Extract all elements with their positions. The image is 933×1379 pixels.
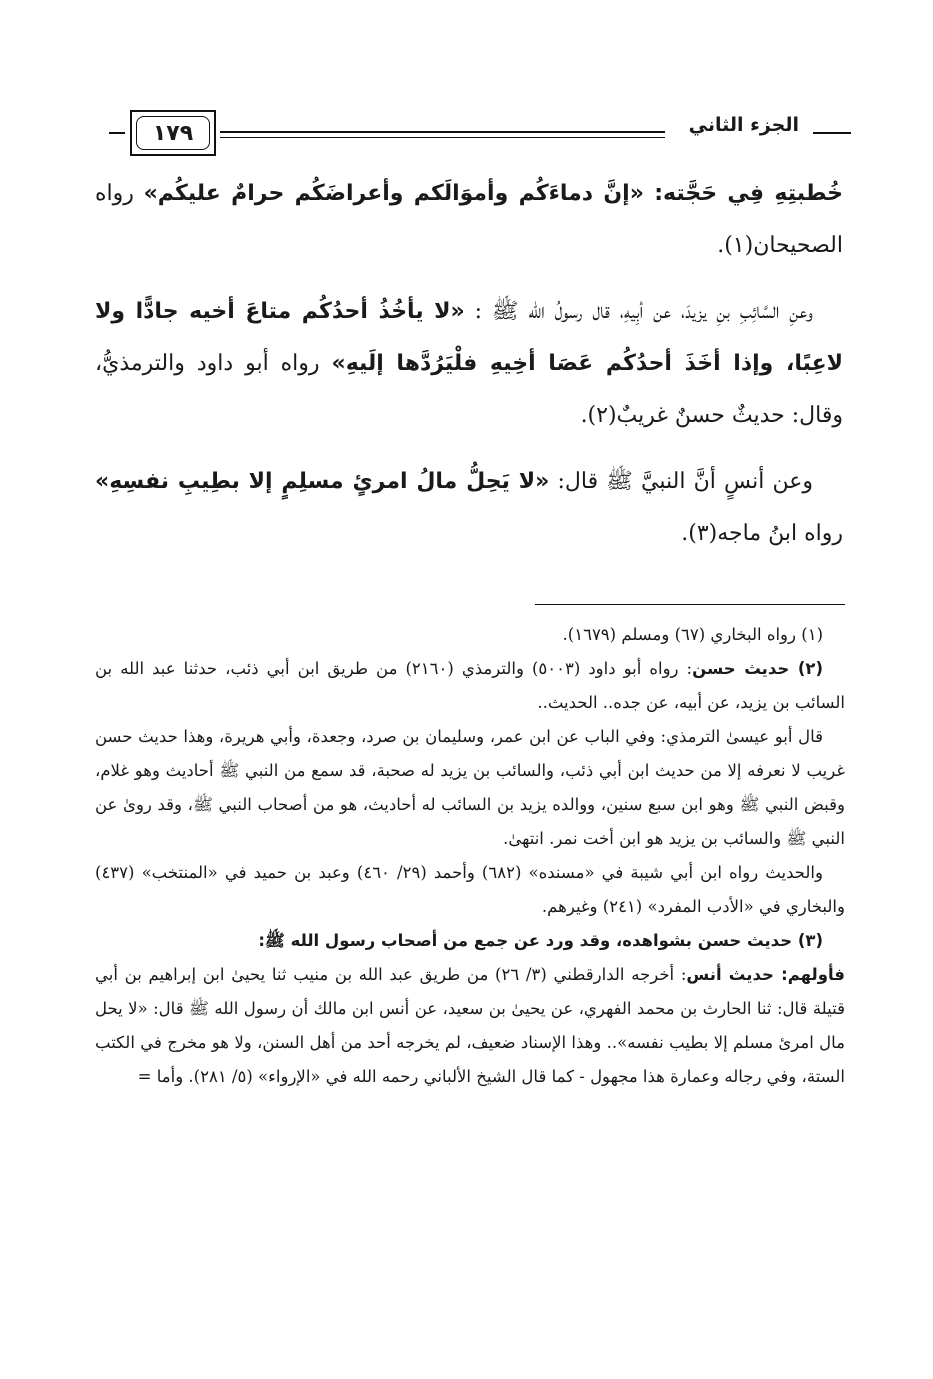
footnote-separator: [535, 604, 845, 605]
footnote-2-label: (٢) حديث حسن: [692, 659, 823, 678]
paragraph-2-start: وعنِ السَّائِبِ بنِ يزيدَ، عن أبِيهِ، قال رسولُ الله ﷺ :: [464, 299, 813, 324]
paragraph-1: [95, 168, 843, 272]
footnote-2-sources: والحديث رواه ابن أبي شيبة في «مسنده» (٦٨٢) وأحمد (٢٩/ ٤٦٠) وعبد بن حميد في «المنتخب» (٤٣٧) والبخاري في «الأدب المفرد» (٢٤١) وغيرهم.: [95, 863, 845, 916]
header-right-dash: [813, 132, 851, 134]
hadith-text-2: «لا يأخُذُ أحدُكُم متاعَ أخيه جادًّا ولا لاعِبًا، وإذا أخَذَ أحدُكُم عَصَا أخِيهِ فلْيَرُدَّها إلَيهِ»: [95, 299, 843, 376]
footnote-3: (٣) حديث حسن بشواهده، وقد ورد عن جمع من أصحاب رسول الله ﷺ:: [258, 931, 823, 950]
footnote-3-detail-label: فأولهم: حديث أنس: [686, 965, 845, 984]
paragraph-3-end: رواه ابنُ ماجه(٣).: [681, 521, 843, 546]
page-number-frame: [136, 116, 210, 150]
paragraph-2: [95, 286, 843, 442]
footnote-3-detail: [95, 958, 845, 1094]
main-text: [95, 168, 843, 574]
running-title: الجزء الثاني: [688, 114, 799, 136]
page-number-box: [130, 110, 216, 156]
page-number: ١٧٩: [152, 120, 194, 146]
hadith-text-3: «لا يَحِلُّ مالُ امرئٍ مسلِمٍ إلا بطِيبِ نفسِهِ»: [95, 469, 550, 494]
paragraph-3-start: وعن أنسٍ أنَّ النبيَّ ﷺ قال:: [549, 469, 813, 494]
footnote-2-commentary: قال أبو عيسىٰ الترمذي: وفي الباب عن ابن عمر، وسليمان بن صرد، وجعدة، وأبي هريرة، وهذا حديث حسن غريب لا نعرفه إلا من حديث ابن أبي ذئب، والسائب بن يزيد له صحبة، قد سمع من النبي ﷺ أحاديث وهو غلام، وقبض النبي ﷺ وهو ابن سبع سنين، ووالده يزيد بن السائب له أحاديث، هو من أصحاب النبي ﷺ، وقد روىٰ عن النبي ﷺ والسائب بن يزيد هو ابن أخت نمر. انتهىٰ.: [95, 727, 845, 848]
footnote-3-detail-text: : أخرجه الدارقطني (٣/ ٢٦) من طريق عبد الله بن منيب ثنا يحيىٰ ابن إبراهيم بن أبي قتيلة قال: ثنا الحارث بن محمد الفهري، عن يحيىٰ بن سعيد، عن أنس ابن مالك أن رسول الله ﷺ قال: «لا يحل مال امرئ مسلم إلا بطيب نفسه».. وهذا الإسناد ضعيف، لم يخرجه أحد من أهل السنن، ولا هو مخرج في الكتب الستة، وفي رجاله وعمارة هذا مجهول - كما قال الشيخ الألباني رحمه الله في «الإرواء» (٥/ ٢٨١). وأما =: [95, 965, 845, 1086]
paragraph-1-rest: رواه الصحيحان(١).: [95, 181, 843, 258]
page-header: [105, 106, 855, 160]
paragraph-2-end: رواه أبو داود والترمذيُّ، وقال: حديثٌ حسنٌ غريبٌ(٢).: [95, 351, 843, 428]
footnote-1: (١) رواه البخاري (٦٧) ومسلم (١٦٧٩).: [562, 625, 823, 644]
footnote-2-text: : رواه أبو داود (٥٠٠٣) والترمذي (٢١٦٠) من طريق ابن أبي ذئب، حدثنا عبد الله بن السائب بن يزيد، عن أبيه، عن جده.. الحديث..: [95, 659, 845, 712]
header-rule-thin: [220, 137, 665, 138]
footnotes: [95, 618, 845, 1094]
footnote-2: [95, 652, 845, 720]
hadith-text-1: خُطبتِهِ فِي حَجَّته: «إنَّ دماءَكُم وأموَالَكم وأعراضَكُم حرامٌ عليكُم»: [143, 181, 843, 206]
header-rule: [220, 131, 665, 133]
paragraph-3: [95, 456, 843, 560]
header-left-dash: [109, 132, 125, 134]
